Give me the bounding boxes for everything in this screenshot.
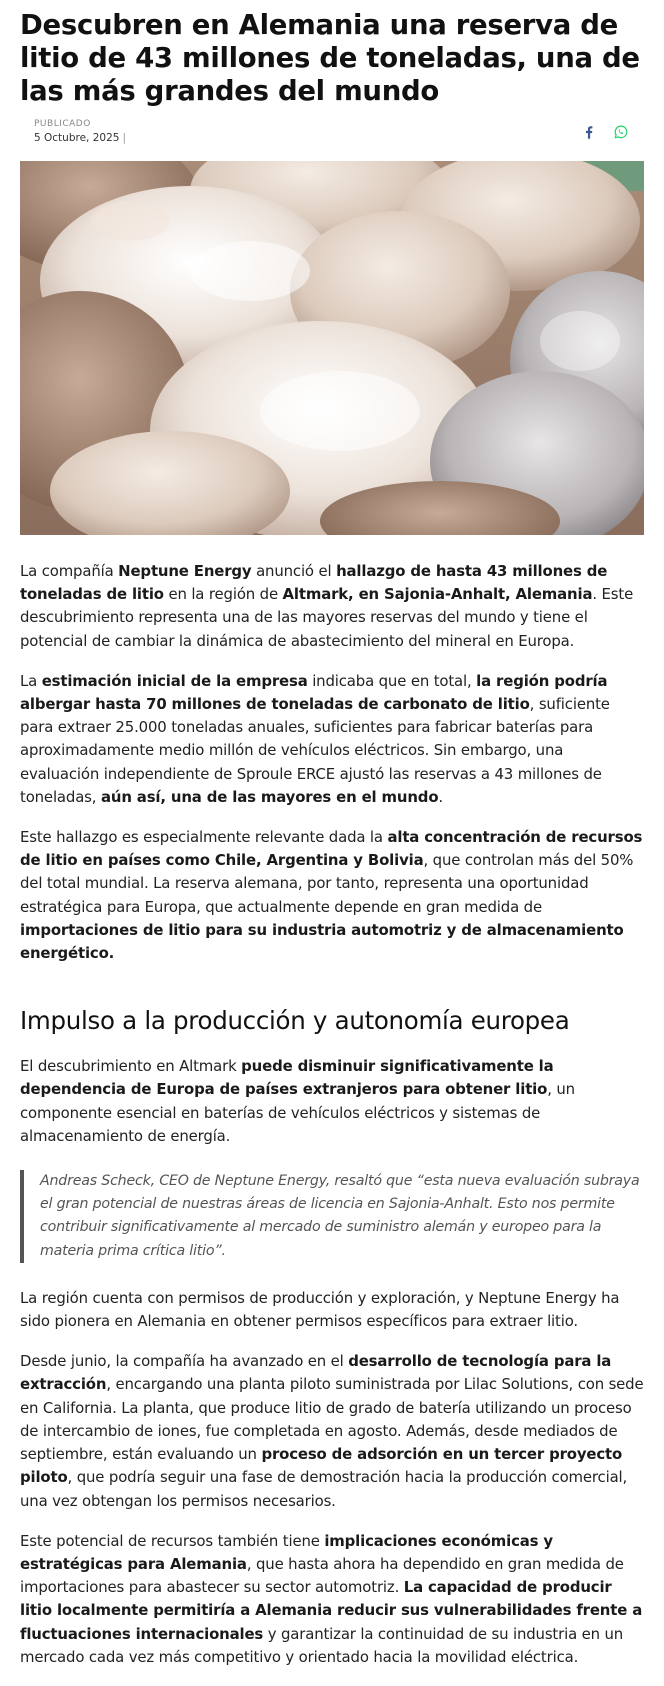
text: . xyxy=(438,787,443,806)
bold-text: estimación inicial de la empresa xyxy=(41,671,308,690)
bold-text: desarrollo de tecnología para la extracción xyxy=(20,1352,612,1394)
text: en la región de xyxy=(163,585,283,604)
paragraph xyxy=(20,560,644,653)
bold-text: implicaciones económicas y estratégicas para Alemania xyxy=(20,1531,553,1573)
text: El descubrimiento en Altmark xyxy=(20,1057,242,1076)
text: anunció el xyxy=(251,562,337,580)
paragraph xyxy=(20,1350,644,1512)
section-heading: Impulso a la producción y autonomía europea xyxy=(20,1006,570,1036)
published-date: 5 Octubre, 2025 xyxy=(34,132,120,144)
bold-text: alta concentración de recursos de litio en países como Chile, Argentina y Bolivia xyxy=(20,828,643,870)
ceo-quote: Andreas Scheck, CEO de Neptune Energy, resaltó que “esta nueva evaluación subraya el gran potencial de nuestras áreas de licencia en Sajonia-Anhalt. Esto nos permite contribuir significativamente al mercado de suministro alemán y europeo para la materia prima crítica litio”. xyxy=(20,1170,644,1263)
bold-text: Altmark, en Sajonia-Anhalt, Alemania xyxy=(282,585,593,604)
text: La xyxy=(20,671,42,690)
paragraph xyxy=(20,1055,644,1148)
bold-text: importaciones de litio para su industria automotriz y de almacenamiento energético. xyxy=(20,920,624,963)
text: indicaba que en total, xyxy=(307,671,477,690)
bold-text: la región podría albergar hasta 70 millones de toneladas de carbonato de litio xyxy=(20,671,608,714)
text: y garantizar la continuidad de su industria en un mercado cada vez más competitivo y orientado hacia la movilidad eléctrica. xyxy=(20,1624,624,1666)
article-body xyxy=(20,560,644,1669)
text: , un componente esencial en baterías de vehículos eléctricos y sistemas de almacenamiento de energía. xyxy=(20,1080,575,1145)
text: La compañía xyxy=(20,562,119,580)
date-separator: | xyxy=(122,132,126,144)
paragraph xyxy=(20,670,644,809)
text: , suficiente para extraer 25.000 toneladas anuales, suficientes para fabricar baterías para aproximadamente medio millón de vehículos eléctricos. Sin embargo, una evaluación independiente de Sproule ERCE ajustó las reservas a 43 millones de toneladas, xyxy=(20,695,610,806)
text: Desde junio, la compañía ha avanzado en el xyxy=(20,1352,349,1371)
whatsapp-icon[interactable] xyxy=(612,123,630,141)
text: Este hallazgo es especialmente relevante dada la xyxy=(20,828,388,847)
lithium-rocks-image xyxy=(20,161,644,535)
bold-text: La capacidad de producir litio localmente permitiría a Alemania reducir sus vulnerabilidades frente a fluctuaciones internacionales xyxy=(20,1578,643,1643)
bold-text: Neptune Energy xyxy=(118,562,252,580)
bold-text: puede disminuir significativamente la dependencia de Europa de países extranjeros para obtener litio xyxy=(20,1057,554,1099)
paragraph xyxy=(20,1530,644,1669)
text: , que podría seguir una fase de demostración hacia la producción comercial, una vez obtengan los permisos necesarios. xyxy=(20,1468,628,1510)
facebook-icon[interactable] xyxy=(580,123,598,141)
text: La región cuenta con permisos de producción y exploración, y Neptune Energy ha sido pionera en Alemania en obtener permisos específicos para extraer litio. xyxy=(20,1288,620,1331)
text: , que hasta ahora ha dependido en gran medida de importaciones para abastecer su sector automotriz. xyxy=(20,1554,624,1597)
published-label: PUBLICADO xyxy=(34,119,91,129)
text: , que controlan más del 50% del total mundial. La reserva alemana, por tanto, representa una oportunidad estratégica para Europa, que actualmente depende en gran medida de xyxy=(20,851,634,916)
paragraph xyxy=(20,1287,644,1333)
bold-text: hallazgo de hasta 43 millones de toneladas de litio xyxy=(20,562,608,604)
share-buttons xyxy=(580,117,644,141)
text: Este potencial de recursos también tiene xyxy=(20,1531,325,1550)
bold-text: aún así, una de las mayores en el mundo xyxy=(100,787,439,806)
paragraph xyxy=(20,826,644,965)
article-meta xyxy=(20,117,644,159)
publish-info xyxy=(34,117,126,146)
text: . Este descubrimiento representa una de las mayores reservas del mundo y tiene el potencial de cambiar la dinámica de abastecimiento del mineral en Europa. xyxy=(20,585,634,650)
bold-text: proceso de adsorción en un tercer proyecto piloto xyxy=(20,1445,623,1487)
text: , encargando una planta piloto suministrada por Lilac Solutions, con sede en California. La planta, que produce litio de grado de batería utilizando un proceso de intercambio de iones, fue completada en agosto. Además, desde mediados de septiembre, están evaluando un xyxy=(20,1375,644,1464)
article-title: Descubren en Alemania una reserva de litio de 43 millones de toneladas, una de las más grandes del mundo xyxy=(20,9,640,107)
